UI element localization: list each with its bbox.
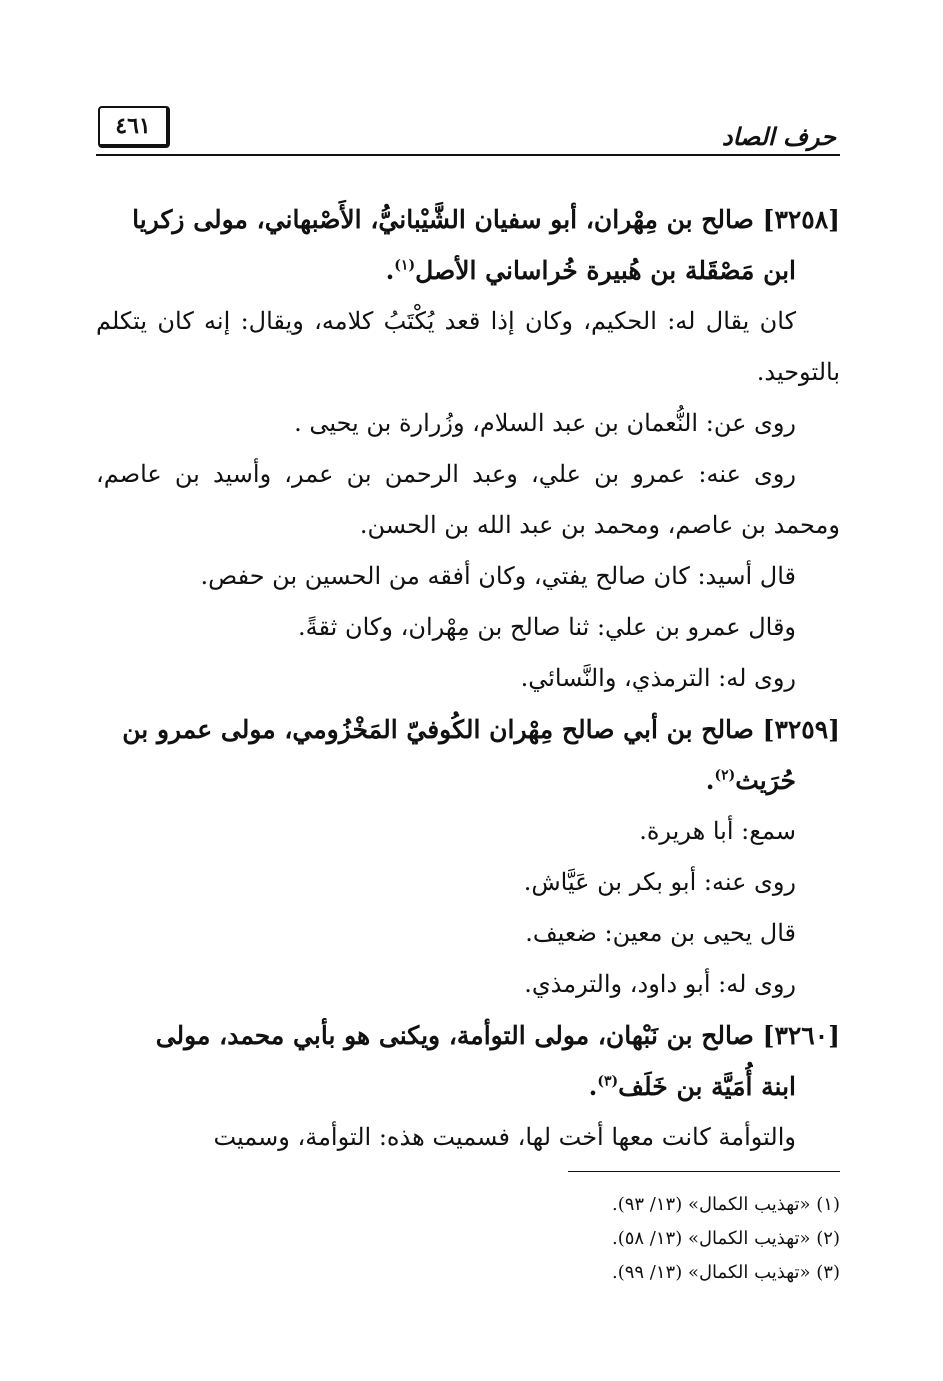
entry-title-line1: [٣٢٦٠] صالح بن نَبْهان، مولى التوأمة، ويكنى هو بأبي محمد، مولى xyxy=(155,1021,840,1050)
paragraph: كان يقال له: الحكيم، وكان إذا قعد يُكْتَبُ كلامه، ويقال: إنه كان يتكلم بالتوحيد. xyxy=(96,307,840,386)
entry-title xyxy=(96,704,840,806)
entry-title-end: . xyxy=(588,1072,598,1101)
running-title: حرف الصاد xyxy=(721,122,836,151)
entry-title-line1: [٣٢٥٩] صالح بن أبي صالح مِهْران الكُوفيّ المَخْزُومي، مولى عمرو بن xyxy=(122,715,840,744)
paragraph: روى عن: النُّعمان بن عبد السلام، وزُرارة بن يحيى . xyxy=(294,409,796,437)
footnote-marker: (٢) xyxy=(714,767,736,784)
footnote: (٣) «تهذيب الكمال» (١٣/ ٩٩). xyxy=(611,1262,840,1283)
footnote: (٢) «تهذيب الكمال» (١٣/ ٥٨). xyxy=(611,1228,840,1249)
footnotes xyxy=(96,1188,840,1290)
paragraph: روى عنه: أبو بكر بن عَيَّاش. xyxy=(523,868,796,896)
entry-3258 xyxy=(96,194,840,704)
entry-title-end: . xyxy=(385,256,395,285)
paragraph: روى عنه: عمرو بن علي، وعبد الرحمن بن عمر، وأسيد بن عاصم، ومحمد بن عاصم، ومحمد بن عبد الله بن الحسن. xyxy=(96,460,840,539)
footnote: (١) «تهذيب الكمال» (١٣/ ٩٣). xyxy=(611,1194,840,1215)
paragraph: وقال عمرو بن علي: ثنا صالح بن مِهْران، وكان ثقةً. xyxy=(298,613,796,641)
page-header xyxy=(96,100,840,158)
footnote-marker: (٣) xyxy=(597,1073,619,1090)
entry-3259 xyxy=(96,704,840,1010)
entry-title-line2: ابن مَصْقَلة بن هُبيرة خُراساني الأصل xyxy=(415,256,796,285)
entry-title-line2-wrap xyxy=(96,1061,840,1112)
entry-title-line2-wrap xyxy=(96,755,840,806)
footnote-rule xyxy=(568,1171,840,1172)
paragraph: والتوأمة كانت معها أخت لها، فسميت هذه: التوأمة، وسميت xyxy=(213,1123,796,1151)
entry-3260 xyxy=(96,1010,840,1163)
entry-title-line2: حُرَيث xyxy=(735,766,796,795)
entry-title-line1: [٣٢٥٨] صالح بن مِهْران، أبو سفيان الشَّيْبانيُّ، الأَصْبهاني، مولى زكريا xyxy=(132,205,840,234)
book-page xyxy=(96,100,840,1290)
entry-title xyxy=(96,194,840,296)
paragraph: قال يحيى بن معين: ضعيف. xyxy=(525,919,796,947)
paragraph: قال أسيد: كان صالح يفتي، وكان أفقه من الحسين بن حفص. xyxy=(200,562,796,590)
footnote-marker: (١) xyxy=(394,257,416,274)
paragraph: روى له: الترمذي، والنَّسائي. xyxy=(520,664,796,692)
entry-title-line2: ابنة أُمَيَّة بن خَلَف xyxy=(618,1072,796,1101)
paragraph: روى له: أبو داود، والترمذي. xyxy=(524,970,796,998)
entry-title xyxy=(96,1010,840,1112)
page-body xyxy=(96,194,840,1163)
page-number: ٤٦١ xyxy=(98,106,170,148)
entry-title-line2-wrap xyxy=(96,245,840,296)
paragraph: سمع: أبا هريرة. xyxy=(639,817,796,845)
entry-title-end: . xyxy=(705,766,715,795)
header-rule xyxy=(96,154,840,156)
